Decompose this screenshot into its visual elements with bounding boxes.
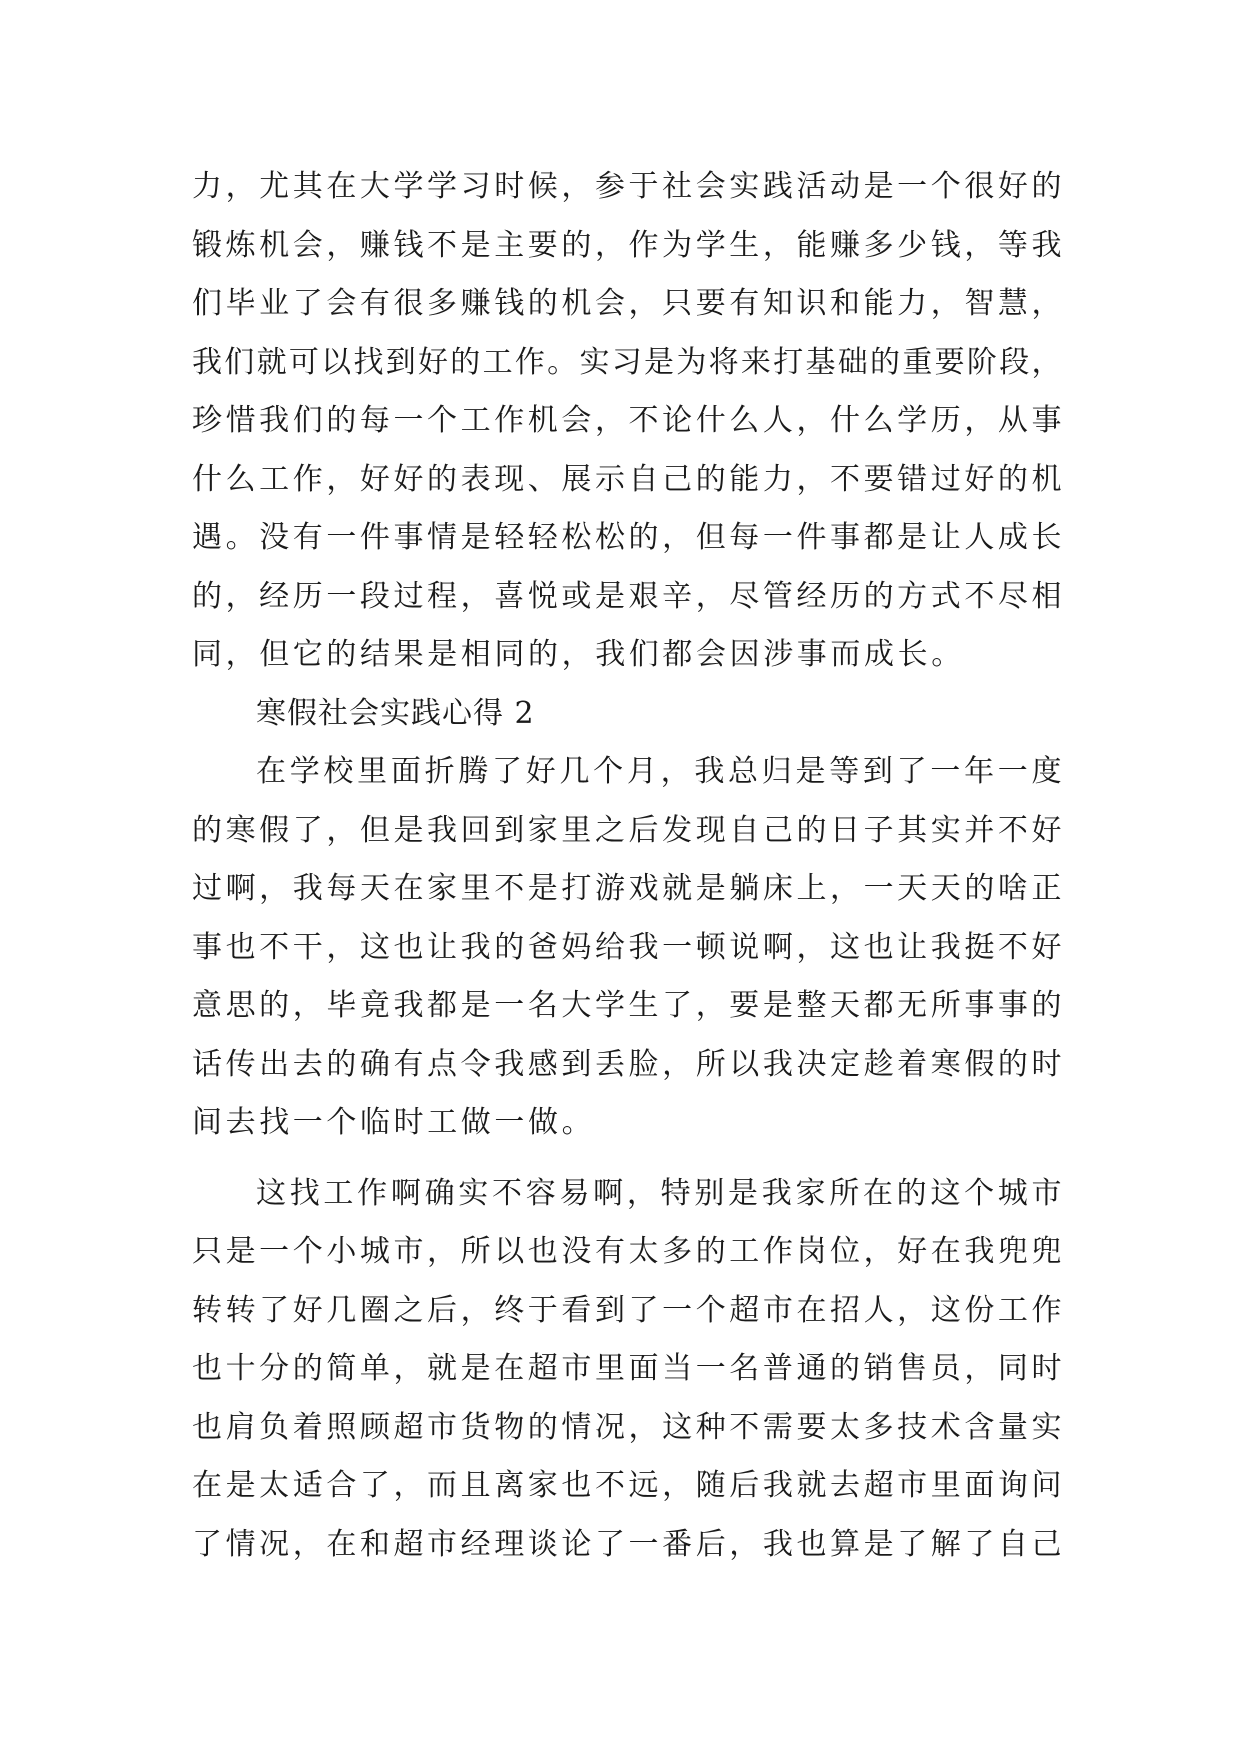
text-line: 的，经历一段过程，喜悦或是艰辛，尽管经历的方式不尽相	[192, 578, 1062, 614]
text-line: 转转了好几圈之后，终于看到了一个超市在招人，这份工作	[192, 1292, 1062, 1328]
text-line: 间去找一个临时工做一做。	[192, 1105, 596, 1140]
text-line: 过啊，我每天在家里不是打游戏就是躺床上，一天天的啥正	[192, 871, 1062, 906]
document-body	[192, 158, 1062, 1574]
paragraph-1	[192, 743, 1062, 1153]
text-line: 事也不干，这也让我的爸妈给我一顿说啊，这也让我挺不好	[192, 929, 1062, 965]
text-line: 在学校里面折腾了好几个月，我总归是等到了一年一度	[256, 754, 1062, 789]
text-line: 在是太适合了，而且离家也不远，随后我就去超市里面询问	[192, 1468, 1062, 1503]
text-line: 们毕业了会有很多赚钱的机会，只要有知识和能力，智慧，	[192, 286, 1062, 321]
text-line: 也肩负着照顾超市货物的情况，这种不需要太多技术含量实	[192, 1409, 1062, 1445]
paragraph-2	[192, 1165, 1062, 1575]
text-line: 遇。没有一件事情是轻轻松松的，但每一件事都是让人成长	[192, 520, 1062, 555]
paragraph-spacer	[192, 1153, 1062, 1165]
text-line: 珍惜我们的每一个工作机会，不论什么人，什么学历，从事	[192, 403, 1062, 438]
section-heading: 寒假社会实践心得 2	[256, 695, 535, 731]
paragraph-intro	[192, 158, 1062, 685]
text-line: 话传出去的确有点令我感到丢脸，所以我决定趁着寒假的时	[192, 1046, 1062, 1082]
text-line: 锻炼机会，赚钱不是主要的，作为学生，能赚多少钱，等我	[192, 227, 1062, 263]
text-line: 同，但它的结果是相同的，我们都会因涉事而成长。	[192, 637, 965, 672]
text-line: 这找工作啊确实不容易啊，特别是我家所在的这个城市	[256, 1175, 1062, 1211]
text-line: 意思的，毕竟我都是一名大学生了，要是整天都无所事事的	[192, 988, 1062, 1023]
text-line: 什么工作，好好的表现、展示自己的能力，不要错过好的机	[192, 461, 1062, 497]
text-line: 力，尤其在大学学习时候，参于社会实践活动是一个很好的	[192, 169, 1062, 204]
text-line: 了情况，在和超市经理谈论了一番后，我也算是了解了自己	[192, 1526, 1062, 1562]
text-line: 的寒假了，但是我回到家里之后发现自己的日子其实并不好	[192, 812, 1062, 848]
text-line: 也十分的简单，就是在超市里面当一名普通的销售员，同时	[192, 1351, 1062, 1386]
text-line: 只是一个小城市，所以也没有太多的工作岗位，好在我兜兜	[192, 1234, 1062, 1269]
text-line: 我们就可以找到好的工作。实习是为将来打基础的重要阶段，	[192, 344, 1062, 380]
